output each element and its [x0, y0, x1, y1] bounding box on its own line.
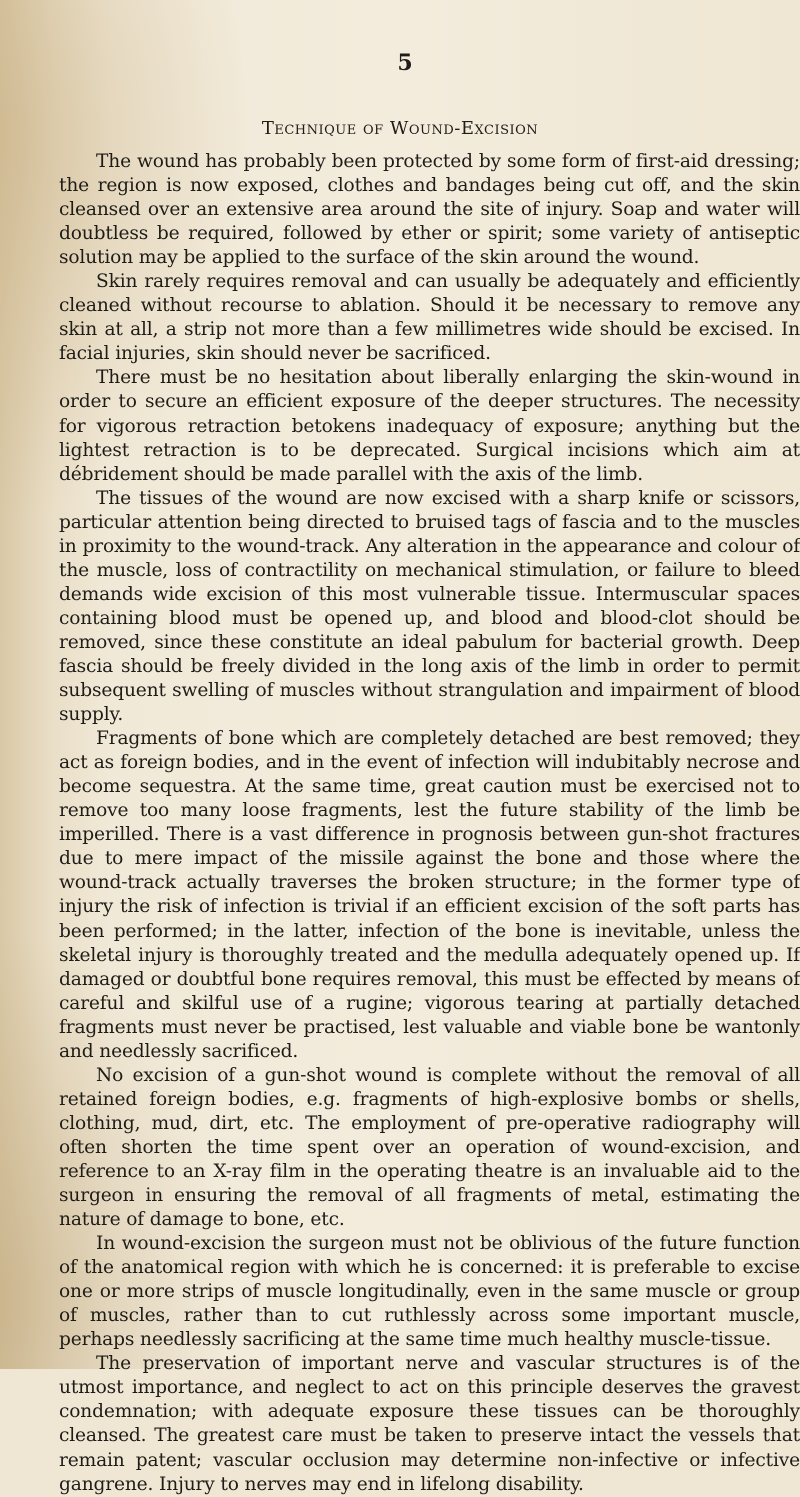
body-text: [59, 150, 800, 1497]
paragraph: Fragments of bone which are completely detached are best removed; they act as foreign bodies, and in the event of infection will indubitably necrose and become sequestra. At the same time, great caution must be exercised not to remove too many loose fragments, lest the future stability of the limb be imperilled. There is a vast difference in prognosis between gun-shot fractures due to mere impact of the missile against the bone and those where the wound-track actually traverses the broken structure; in the former type of injury the risk of infection is trivial if an efficient excision of the soft parts has been performed; in the latter, infection of the bone is inevitable, unless the skeletal injury is thoroughly treated and the medulla adequately opened up. If damaged or doubtful bone requires removal, this must be effected by means of careful and skilful use of a rugine; vigorous tearing at partially detached fragments must never be practised, lest valuable and viable bone be wantonly and needlessly sacrificed.: [59, 728, 800, 1062]
paragraph: No excision of a gun-shot wound is complete without the removal of all retained foreign bodies, e.g. fragments of high-explosive bombs or shells, clothing, mud, dirt, etc. The employment of pre-operative radiography will often shorten the time spent over an operation of wound-excision, and reference to an X-ray film in the operating theatre is an invaluable aid to the surgeon in ensuring the removal of all fragments of metal, estimating the nature of damage to bone, etc.: [59, 1064, 800, 1231]
paragraph: The tissues of the wound are now excised with a sharp knife or scissors, particular attention being directed to bruised tags of fascia and to the muscles in proximity to the wound-track. Any alteration in the appearance and colour of the muscle, loss of contractility on mechanical stimulation, or failure to bleed demands wide excision of this most vulnerable tissue. Intermuscular spaces containing blood must be opened up, and blood and blood-clot should be removed, since these constitute an ideal pabulum for bacterial growth. Deep fascia should be freely divided in the long axis of the limb in order to permit subsequent swelling of muscles without strangulation and impairment of blood supply.: [59, 487, 800, 726]
paragraph: The wound has probably been protected by some form of first-aid dressing; the region is now exposed, clothes and bandages being cut off, and the skin cleansed over an extensive area around the site of injury. Soap and water will doubtless be required, followed by ether or spirit; some variety of antiseptic solution may be applied to the surface of the skin around the wound.: [59, 151, 800, 269]
paragraph: There must be no hesitation about liberally enlarging the skin-wound in order to secure an efficient exposure of the deeper structures. The necessity for vigorous retraction betokens inadequacy of exposure; anything but the lightest retraction is to be deprecated. Surgical incisions which aim at débridement should be made parallel with the axis of the limb.: [59, 367, 800, 485]
paragraph: In wound-excision the surgeon must not be oblivious of the future function of the anatomical region with which he is concerned: it is preferable to excise one or more strips of muscle longitudinally, even in the same muscle or group of muscles, rather than to cut ruthlessly across some important muscle, perhaps needlessly sacrificing at the same time much healthy muscle-tissue.: [59, 1233, 800, 1351]
page-heading: Technique of Wound-Excision: [261, 118, 539, 139]
page-number: 5: [397, 50, 413, 76]
paragraph: The preservation of important nerve and vascular structures is of the utmost importance, and neglect to act on this principle deserves the gravest condemnation; with adequate exposure these tissues can be thoroughly cleansed. The greatest care must be taken to preserve intact the vessels that remain patent; vascular occlusion may determine non-infective or infective gangrene. Injury to nerves may end in lifelong disability.: [59, 1353, 800, 1495]
paragraph: Skin rarely requires removal and can usually be adequately and efficiently cleaned without recourse to ablation. Should it be necessary to remove any skin at all, a strip not more than a few millimetres wide should be excised. In facial injuries, skin should never be sacrificed.: [59, 271, 800, 365]
